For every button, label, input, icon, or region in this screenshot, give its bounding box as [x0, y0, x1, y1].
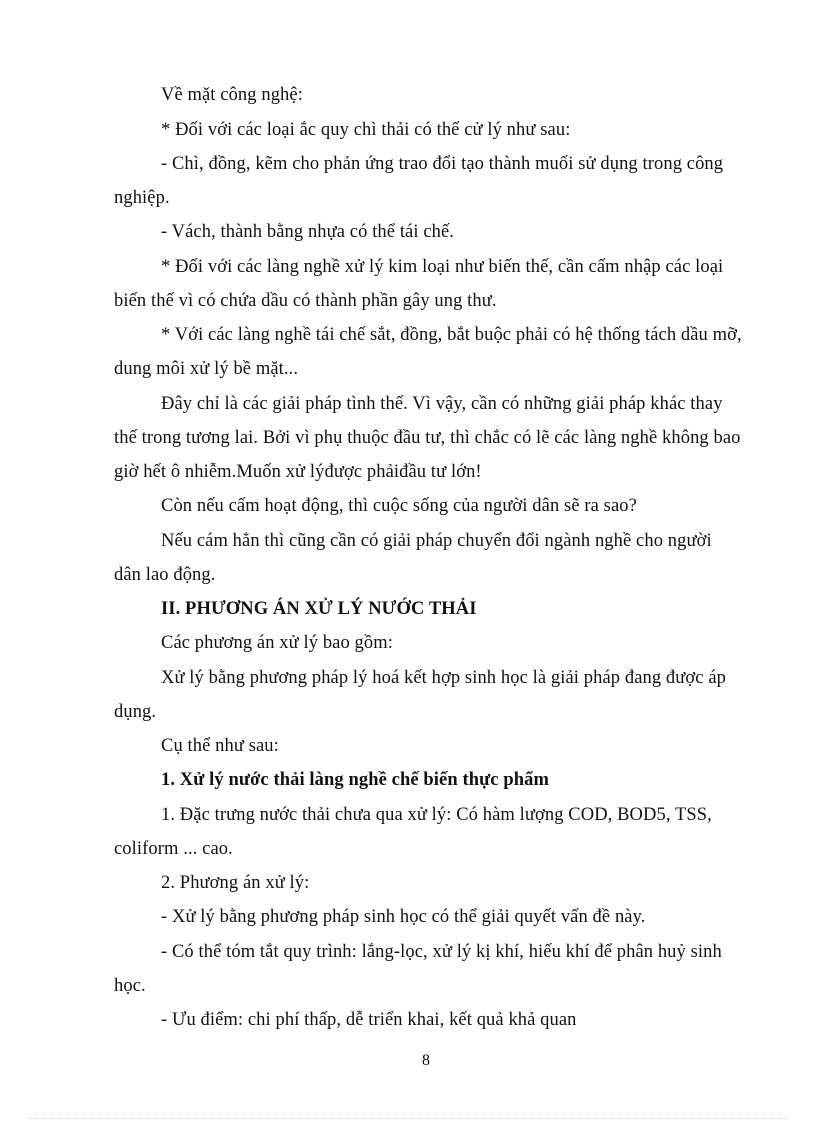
text-line: * Với các làng nghề tái chế sắt, đồng, bắt buộc phải có hệ thống tách dầu mỡ,	[161, 325, 742, 345]
text-line: 2. Phương án xử lý:	[161, 873, 310, 893]
text-line: nghiệp.	[114, 188, 170, 208]
text-line: Các phương án xử lý bao gồm:	[161, 633, 393, 653]
page-number: 8	[422, 1052, 430, 1069]
text-line: dung môi xử lý bề mặt...	[114, 359, 299, 379]
text-line: 1. Đặc trưng nước thải chưa qua xử lý: Có hàm lượng COD, BOD5, TSS,	[161, 805, 712, 825]
text-line: Xử lý bằng phương pháp lý hoá kết hợp sinh học là giải pháp đang được áp	[161, 668, 726, 688]
footer-divider	[28, 1118, 788, 1119]
text-line: - Ưu điểm: chi phí thấp, dễ triển khai, kết quả khả quan	[161, 1010, 577, 1030]
text-line: Đây chỉ là các giải pháp tình thế. Vì vậy, cần có những giải pháp khác thay	[161, 394, 723, 414]
text-line: coliform ... cao.	[114, 839, 233, 859]
text-line: * Đối với các làng nghề xử lý kim loại như biến thế, cần cấm nhập các loại	[161, 257, 724, 277]
text-line: biến thế vì có chứa dầu có thành phần gây ung thư.	[114, 291, 497, 311]
text-line: - Xử lý bằng phương pháp sinh học có thể giải quyết vấn đề này.	[161, 907, 646, 927]
text-line: Nếu cám hẳn thì cũng cần có giải pháp chuyển đổi ngành nghề cho người	[161, 531, 712, 551]
section-heading: II. PHƯƠNG ÁN XỬ LÝ NƯỚC THẢI	[161, 599, 477, 619]
text-line: * Đối với các loại ắc quy chì thải có thể cử lý như sau:	[161, 120, 571, 140]
text-line: Cụ thể như sau:	[161, 736, 279, 756]
text-line: Về mặt công nghệ:	[161, 85, 303, 105]
text-line: giờ hết ô nhiễm.Muốn xử lýđược phảiđầu tư lớn!	[114, 462, 482, 482]
text-line: - Có thể tóm tắt quy trình: lắng-lọc, xử lý kị khí, hiếu khí để phân huỷ sinh	[161, 942, 722, 962]
text-line: dụng.	[114, 702, 157, 722]
text-line: - Chì, đồng, kẽm cho phản ứng trao đổi tạo thành muối sử dụng trong công	[161, 154, 724, 174]
text-line: - Vách, thành bằng nhựa có thể tái chế.	[161, 222, 455, 242]
text-line: dân lao động.	[114, 565, 216, 585]
text-line: Còn nếu cấm hoạt động, thì cuộc sống của người dân sẽ ra sao?	[161, 496, 637, 516]
subsection-heading: 1. Xử lý nước thải làng nghề chế biến thực phẩm	[161, 770, 549, 790]
text-line: học.	[114, 976, 146, 996]
text-line: thế trong tương lai. Bởi vì phụ thuộc đầu tư, thì chắc có lẽ các làng nghề không bao	[114, 428, 741, 448]
